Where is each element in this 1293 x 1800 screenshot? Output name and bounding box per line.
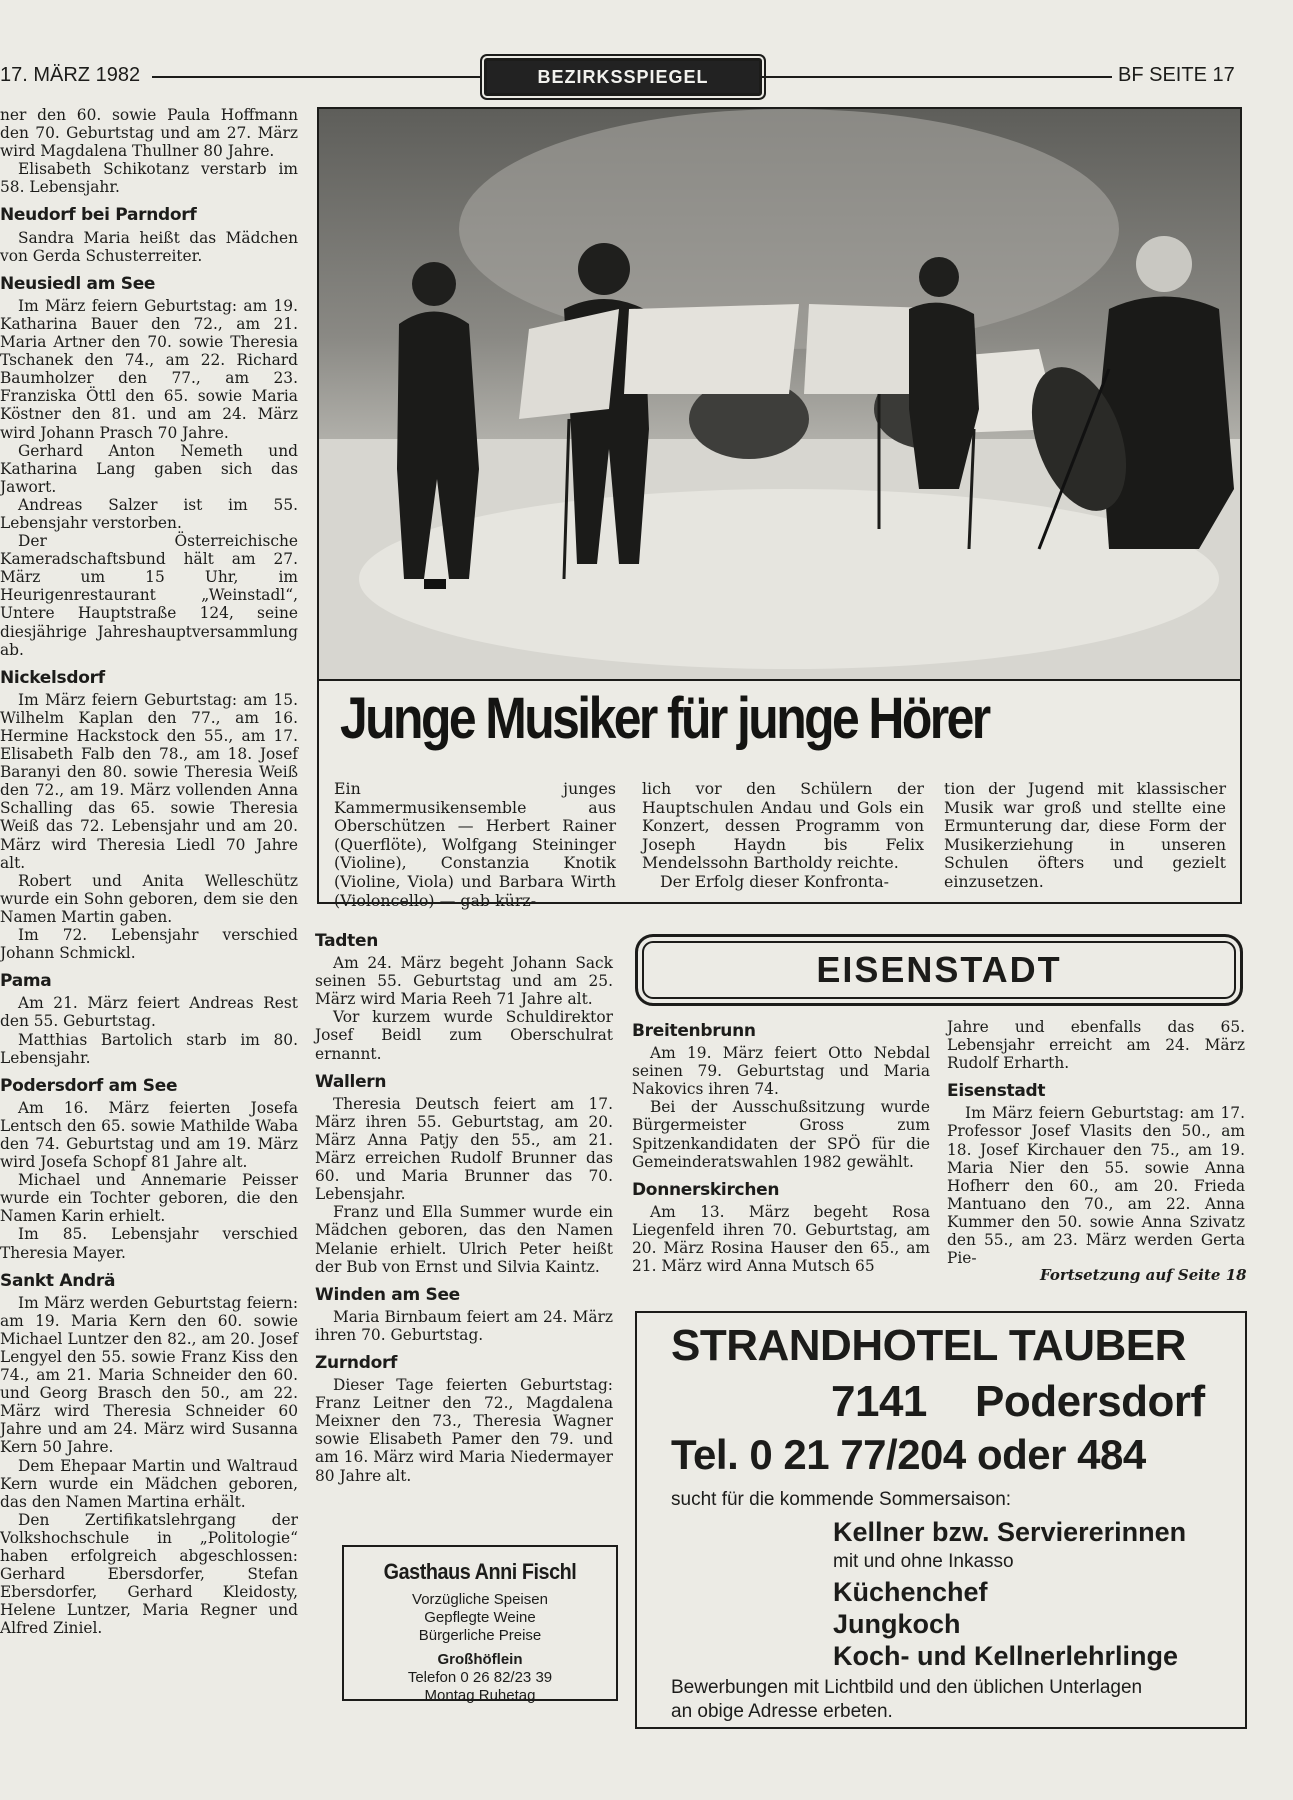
- town-heading: Podersdorf am See: [0, 1075, 178, 1096]
- news-paragraph: Am 24. März begeht Johann Sack seinen 55. Geburtstag und am 25. März wird Maria Reeh 71 Jahre alt.: [315, 954, 613, 1009]
- news-paragraph: Am 21. März feiert Andreas Rest den 55. Geburtstag.: [0, 994, 298, 1031]
- ad-hotel-job-4: Koch- und Kellnerlehrlinge: [833, 1641, 1179, 1671]
- column-3-eisenstadt: [632, 1022, 930, 1275]
- town-heading: Zurndorf: [315, 1352, 398, 1373]
- news-paragraph: Im 72. Lebensjahr verschied Johann Schmickl.: [0, 926, 298, 963]
- town-heading: Pama: [0, 971, 52, 992]
- continued-note: Fortsetzung auf Seite 18: [1040, 1266, 1247, 1284]
- ad-hotel-footer-2: an obige Adresse erbeten.: [671, 1701, 893, 1722]
- town-heading: Donnerskirchen: [632, 1179, 780, 1200]
- ad-anni-line-2: Gepflegte Weine: [424, 1609, 536, 1626]
- news-paragraph: Im März werden Geburtstag feiern: am 19. Maria Kern den 60. sowie Michael Luntzer den 82., am 20. Josef Lengyel den 55. sowie Franz Kiss den 74., am 21. Maria Schneider den 60. und Georg Brasch den 50., am 22. März wird Theresia Schneider 60 Jahre und am 24. März wird Susanna Kern 50 Jahre.: [0, 1293, 298, 1457]
- column-1-news: [0, 106, 298, 1638]
- town-heading: Sankt Andrä: [0, 1270, 116, 1291]
- town-heading: Neudorf bei Parndorf: [0, 205, 197, 226]
- town-heading: Tadten: [315, 931, 379, 951]
- ad-hotel-job-3: Jungkoch: [833, 1609, 961, 1639]
- ad-hotel-name: STRANDHOTEL TAUBER: [671, 1321, 1186, 1370]
- news-paragraph: Am 16. März feierten Josefa Lentsch den 65. sowie Mathilde Waba den 74. Geburtstag und am 19. März wird Josefa Schopf 81 Jahre alt.: [0, 1098, 298, 1172]
- town-heading: Breitenbrunn: [632, 1021, 756, 1041]
- news-paragraph: Dieser Tage feierten Geburtstag: Franz Leitner den 72., Magdalena Meixner den 73., Theresia Wagner sowie Elisabeth Pamer den 79. und am 16. März wird Maria Niedermayer 80 Jahre alt.: [315, 1376, 613, 1485]
- news-paragraph: Andreas Salzer ist im 55. Lebensjahr verstorben.: [0, 495, 298, 532]
- news-paragraph: Im März feiern Geburtstag: am 17. Professor Josef Vlasits den 50., am 18. Josef Kirchauer den 75., am 19. Maria Nier den 55. sowie Anna Hofherr den 60., am 20. Frieda Mantuano den 70., am 22. Anna Kummer den 50. sowie Anna Szivatz den 55., am 23. März werden Gerta Pie-: [947, 1104, 1245, 1268]
- article-column-c: [944, 780, 1226, 892]
- ad-hotel-job-1: Kellner bzw. Serviererinnen: [833, 1517, 1187, 1547]
- town-heading: Neusiedl am See: [0, 273, 156, 294]
- news-paragraph: Dem Ehepaar Martin und Waltraud Kern wurde ein Mädchen geboren, das den Namen Martina erhält.: [0, 1456, 298, 1511]
- header-rule-left: [152, 76, 480, 78]
- news-paragraph: Maria Birnbaum feiert am 24. März ihren 70. Geburtstag.: [315, 1307, 613, 1344]
- ad-hotel-postcode: 7141: [831, 1377, 927, 1426]
- ad-hotel-footer-1: Bewerbungen mit Lichtbild und den üblichen Unterlagen: [671, 1677, 1143, 1698]
- ad-anni-closed: Montag Ruhetag: [424, 1687, 536, 1704]
- news-paragraph: Vor kurzem wurde Schuldirektor Josef Beidl zum Oberschulrat ernannt.: [315, 1008, 613, 1063]
- ad-hotel-job-1-sub: mit und ohne Inkasso: [833, 1551, 1014, 1572]
- article-text-a: Ein junges Kammermusikensemble aus Oberschützen — Herbert Rainer (Querflöte), Wolfgang Steininger (Violine), Constanzia Knotik (Violine, Viola) und Barbara Wirth (Violoncello) — gab kürz-: [334, 779, 616, 910]
- news-paragraph: Bei der Ausschußsitzung wurde Bürgermeister Gross zum Spitzenkandidaten der SPÖ für die Gemeinderatswahlen 1982 gewählt.: [632, 1098, 930, 1171]
- news-paragraph: Jahre und ebenfalls das 65. Lebensjahr erreicht am 24. März Rudolf Erharth.: [947, 1018, 1245, 1073]
- town-heading: Nickelsdorf: [0, 667, 105, 688]
- ad-hotel-job-2: Küchenchef: [833, 1577, 988, 1607]
- town-heading: Wallern: [315, 1071, 387, 1092]
- news-paragraph: Michael und Annemarie Peisser wurde ein Tochter geboren, die den Namen Karin erhielt.: [0, 1171, 298, 1226]
- news-paragraph: Den Zertifikatslehrgang der Volkshochschule in „Politologie“ haben erfolgreich abgeschlossen: Gerhard Ebersdorfer, Stefan Ebersdorfer, Gerhard Kleidosty, Helene Luntzer, Maria Regner und Alfred Ziniel.: [0, 1510, 298, 1638]
- news-paragraph: Theresia Deutsch feiert am 17. März ihren 55. Geburtstag, am 20. März Anna Patjy den 55., am 21. März erreichen Rudolf Brunner das 60. und Maria Brunner das 70. Lebensjahr.: [315, 1094, 613, 1204]
- news-paragraph: Der Österreichische Kameradschaftsbund hält am 27. März um 15 Uhr, im Heurigenrestaurant „Weinstadl“, Untere Hauptstraße 124, seine diesjährige Jahreshauptversammlung ab.: [0, 532, 298, 659]
- ad-anni-line-1: Vorzügliche Speisen: [412, 1591, 548, 1608]
- ad-strandhotel-tauber: [635, 1311, 1247, 1729]
- ad-hotel-town: Podersdorf: [975, 1377, 1205, 1426]
- quartet-photo: [317, 107, 1242, 681]
- town-heading: Eisenstadt: [947, 1081, 1046, 1102]
- ad-anni-phone: Telefon 0 26 82/23 39: [407, 1669, 553, 1686]
- quartet-photo-illustration: [319, 109, 1240, 679]
- ad-hotel-phone: Tel. 0 21 77/204 oder 484: [671, 1431, 1146, 1478]
- news-paragraph: Am 13. März begeht Rosa Liegenfeld ihren 70. Geburtstag, am 20. März Rosina Hauser den 65., am 21. März wird Anna Mutsch 65: [632, 1202, 930, 1276]
- news-paragraph: ner den 60. sowie Paula Hoffmann den 70. Geburtstag und am 27. März wird Magdalena Thullner 80 Jahre.: [0, 106, 298, 161]
- news-paragraph: Im 85. Lebensjahr verschied Theresia Mayer.: [0, 1225, 298, 1262]
- town-heading: Winden am See: [315, 1284, 460, 1305]
- section-title: BEZIRKSSPIEGEL: [484, 58, 762, 96]
- news-paragraph: Gerhard Anton Nemeth und Katharina Lang gaben sich das Jawort.: [0, 441, 298, 496]
- news-paragraph: Elisabeth Schikotanz verstarb im 58. Lebensjahr.: [0, 160, 298, 197]
- ad-hotel-intro: sucht für die kommende Sommersaison:: [671, 1489, 1012, 1510]
- page-number: BF SEITE 17: [1118, 64, 1235, 86]
- news-paragraph: Im März feiern Geburtstag: am 19. Katharina Bauer den 72., am 21. Maria Artner den 70. sowie Theresia Tschanek den 74., am 22. Richard Baumholzer den 77., am 23. Franziska Öttl den 65. sowie Maria Köstner den 81. und am 24. März wird Johann Prasch 70 Jahre.: [0, 296, 298, 442]
- news-paragraph: Franz und Ella Summer wurde ein Mädchen geboren, das den Namen Melanie erhielt. Ulrich Peter heißt der Bub von Ernst und Silvia Kaintz.: [315, 1203, 613, 1276]
- article-text-b: lich vor den Schülern der Hauptschulen Andau und Gols ein Konzert, dessen Programm von Joseph Haydn bis Felix Mendelssohn Bartholdy reichte.: [642, 779, 924, 873]
- ad-anni-line-3: Bürgerliche Preise: [418, 1627, 542, 1644]
- column-4-eisenstadt: [947, 1018, 1245, 1267]
- eisenstadt-banner: EISENSTADT: [635, 934, 1243, 1006]
- news-paragraph: Matthias Bartolich starb im 80. Lebensjahr.: [0, 1030, 298, 1067]
- article-headline: Junge Musiker für junge Hörer: [340, 686, 989, 751]
- ad-anni-name: Gasthaus Anni Fischl: [383, 1559, 577, 1584]
- article-column-b: [642, 780, 924, 892]
- article-text-b2: Der Erfolg dieser Konfronta-: [660, 871, 890, 891]
- header-rule-right: [762, 76, 1112, 78]
- issue-date: 17. MÄRZ 1982: [0, 64, 141, 86]
- column-2-news: [315, 932, 613, 1485]
- news-paragraph: Am 19. März feiert Otto Nebdal seinen 79. Geburtstag und Maria Nakovics ihren 74.: [632, 1044, 930, 1099]
- news-paragraph: Im März feiern Geburtstag: am 15. Wilhelm Kaplan den 77., am 16. Hermine Hackstock den 55., am 17. Elisabeth Falb den 78., am 18. Josef Baranyi den 80. sowie Theresia Weiß den 72., am 19. März vollenden Anna Schalling das 65. sowie Theresia Weiß das 72. Lebensjahr und am 20. März wird Theresia Liedl 70 Jahre alt.: [0, 690, 298, 872]
- ad-anni-place: Großhöflein: [437, 1651, 523, 1668]
- article-text-c: tion der Jugend mit klassischer Musik war groß und stellte eine Ermunterung dar, diese Form der Musikerziehung in unseren Schulen öfters und gezielt einzusetzen.: [944, 779, 1226, 891]
- article-column-a: [334, 780, 616, 910]
- ad-gasthaus-anni-fischl: [342, 1545, 618, 1704]
- news-paragraph: Sandra Maria heißt das Mädchen von Gerda Schusterreiter.: [0, 228, 298, 265]
- news-paragraph: Robert und Anita Welleschütz wurde ein Sohn geboren, dem sie den Namen Martin gaben.: [0, 871, 298, 926]
